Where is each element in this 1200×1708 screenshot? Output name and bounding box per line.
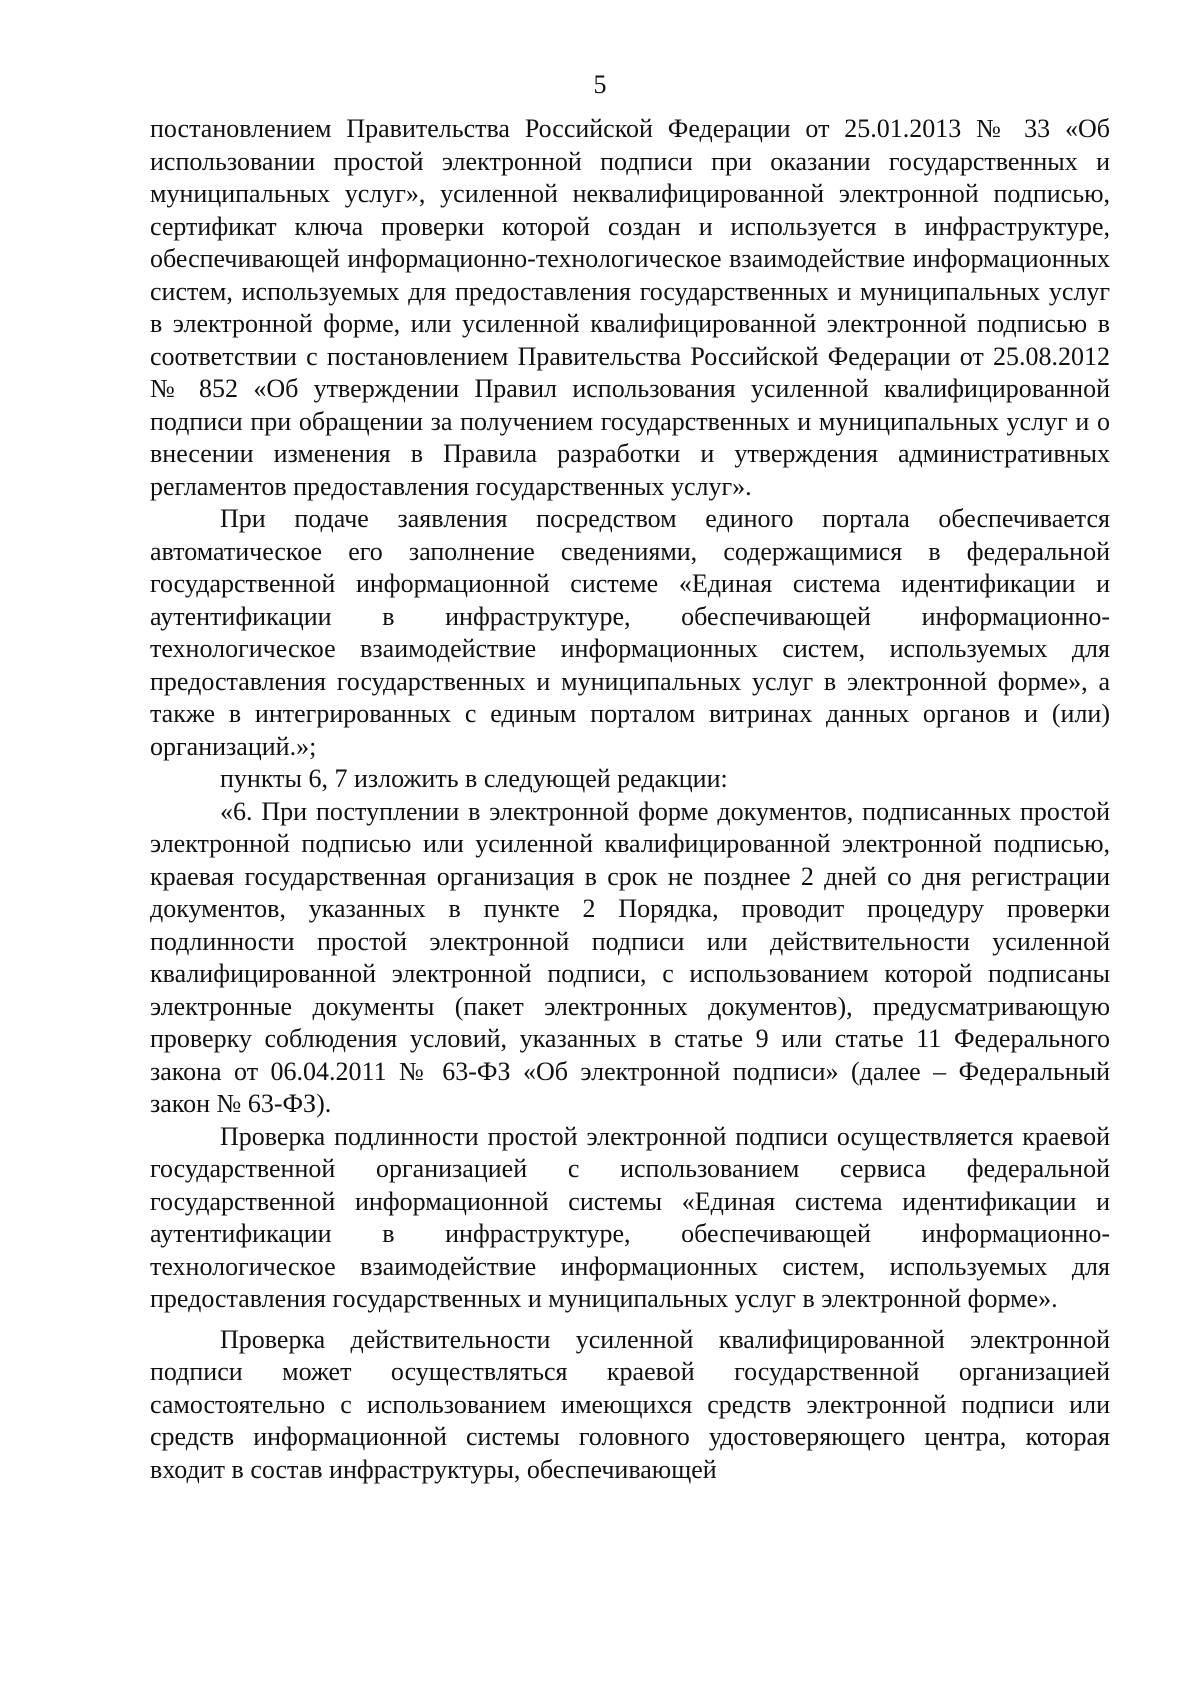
paragraph-point-6: «6. При поступлении в электронной форме документов, подписанных простой электронной подписью или усиленной квалифицированной электронной подписью, краевая государственная организация в срок не позднее 2 дней со дня регистрации документов, указанных в пункте 2 Порядка, проводит процедуру проверки подлинности простой электронной подписи или действительности усиленной квалифицированной электронной подписи, с использованием которой подписаны электронные документы (пакет электронных документов), предусматривающую проверку соблюдения условий, указанных в статье 9 или статье 11 Федерального закона от 06.04.2011 № 63-ФЗ «Об электронной подписи» (далее – Федеральный закон № 63-ФЗ).: [150, 796, 1110, 1118]
paragraph-simple-signature-check: Проверка подлинности простой электронной подписи осуществляется краевой государственной организацией с использованием сервиса федеральной государственной информационной системы «Единая система идентификации и аутентификации в инфраструктуре, обеспечивающей информационно-технологическое взаимодействие информационных систем, используемых для предоставления государственных и муниципальных услуг в электронной форме».: [150, 1121, 1110, 1313]
paragraph-qualified-signature-check: Проверка действительности усиленной квалифицированной электронной подписи может осуществляться краевой государственной организацией самостоятельно с использованием имеющихся средств электронной подписи или средств информационной системы головного удостоверяющего центра, которая входит в состав инфраструктуры, обеспечивающей: [150, 1324, 1110, 1484]
document-body: [150, 113, 1110, 1486]
paragraph-continuation: постановлением Правительства Российской Федерации от 25.01.2013 № 33 «Об использовании простой электронной подписи при оказании государственных и муниципальных услуг», усиленной неквалифицированной электронной подписью, сертификат ключа проверки которой создан и используется в инфраструктуре, обеспечивающей информационно-технологическое взаимодействие информационных систем, используемых для предоставления государственных и муниципальных услуг в электронной форме, или усиленной квалифицированной электронной подписью в соответствии с постановлением Правительства Российской Федерации от 25.08.2012 № 852 «Об утверждении Правил использования усиленной квалифицированной подписи при обращении за получением государственных и муниципальных услуг и о внесении изменения в Правила разработки и утверждения административных регламентов предоставления государственных услуг».: [150, 114, 1110, 501]
paragraph-amendment-intro: пункты 6, 7 изложить в следующей редакции:: [220, 764, 728, 793]
page-number: 5: [593, 70, 607, 99]
paragraph-portal-submission: При подаче заявления посредством единого портала обеспечивается автоматическое его заполнение сведениями, содержащимися в федеральной государственной информационной системе «Единая система идентификации и аутентификации в инфраструктуре, обеспечивающей информационно-технологическое взаимодействие информационных систем, используемых для предоставления государственных и муниципальных услуг в электронной форме», а также в интегрированных с единым порталом витринах данных органов и (или) организаций.»;: [150, 504, 1110, 761]
